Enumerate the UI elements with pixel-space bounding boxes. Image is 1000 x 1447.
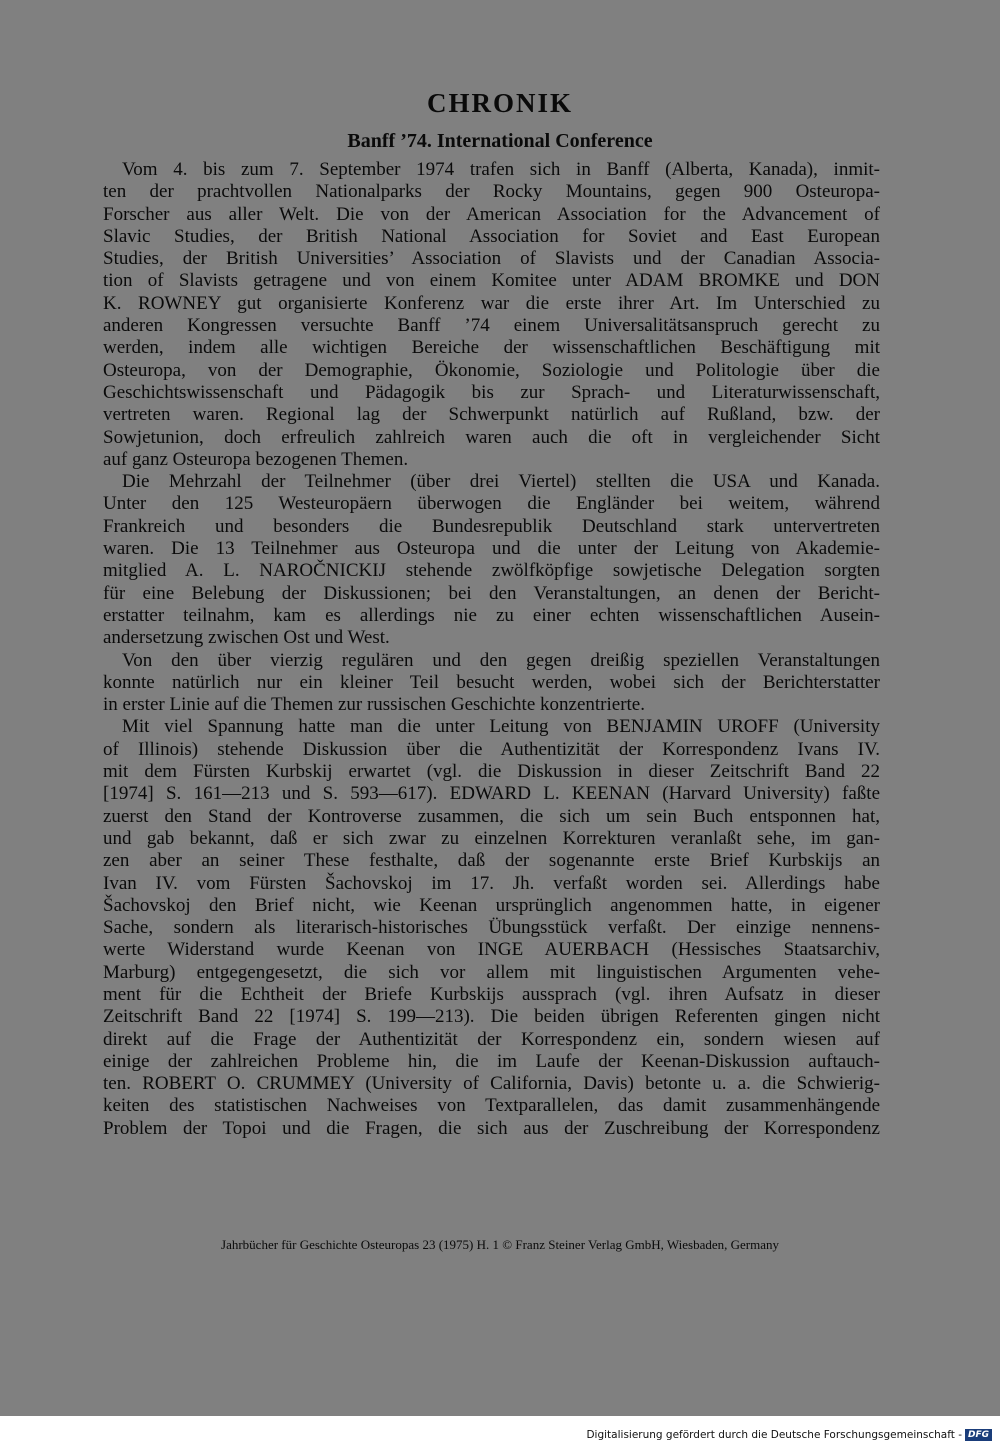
text-line: anderen Kongressen versuchte Banff ’74 einem Universalitätsanspruch gerecht zu [103, 315, 880, 337]
text-line: Marburg) entgegengesetzt, die sich vor allem mit linguistischen Argumenten vehe- [103, 961, 880, 983]
text-line: Slavic Studies, der British National Association for Soviet and East European [103, 225, 880, 247]
text-line: konnte natürlich nur ein kleiner Teil besucht werden, wobei sich der Berichterstatter [103, 671, 880, 693]
text-line: waren. Die 13 Teilnehmer aus Osteuropa und die unter der Leitung von Akademie- [103, 538, 880, 560]
text-line: Ivan IV. vom Fürsten Šachovskoj im 17. Jh. verfaßt worden sei. Allerdings habe [103, 872, 880, 894]
text-line: Frankreich und besonders die Bundesrepublik Deutschland stark untervertreten [103, 515, 880, 537]
text-line: Forscher aus aller Welt. Die von der American Association for the Advancement of [103, 203, 880, 225]
text-line: Von den über vierzig regulären und den gegen dreißig speziellen Veranstaltungen [122, 649, 880, 671]
article-subtitle: Banff ’74. International Conference [347, 130, 653, 152]
text-line: Mit viel Spannung hatte man die unter Leitung von BENJAMIN UROFF (University [122, 716, 880, 738]
text-line: Die Mehrzahl der Teilnehmer (über drei Viertel) stellten die USA und Kanada. [122, 471, 880, 493]
text-line: für eine Belebung der Diskussionen; bei den Veranstaltungen, an denen der Bericht- [103, 582, 880, 604]
text-line: mitglied A. L. NAROČNICKIJ stehende zwölfköpfige sowjetische Delegation sorgten [103, 560, 880, 582]
text-line: Geschichtswissenschaft und Pädagogik bis zur Sprach- und Literaturwissenschaft, [103, 381, 880, 403]
text-line: Unter den 125 Westeuropäern überwogen die Engländer bei weitem, während [103, 493, 880, 515]
text-line: Studies, der British Universities’ Association of Slavists und der Canadian Associa- [103, 248, 880, 270]
page-title: CHRONIK [426, 88, 573, 118]
text-line: [1974] S. 161—213 und S. 593—617). EDWARD L. KEENAN (Harvard University) faßte [103, 783, 880, 805]
funding-credit-text: Digitalisierung gefördert durch die Deutsche Forschungsgemeinschaft - [586, 1428, 962, 1441]
text-line: tion of Slavists getragene und von einem Komitee unter ADAM BROMKE und DON [103, 270, 880, 292]
text-line: ten der prachtvollen Nationalparks der Rocky Mountains, gegen 900 Osteuropa- [103, 181, 880, 203]
text-line: mit dem Fürsten Kurbskij erwartet (vgl. die Diskussion in dieser Zeitschrift Band 22 [103, 761, 880, 783]
text-line: und gab bekannt, daß er sich zwar zu einzelnen Korrekturen veranlaßt sehe, im gan- [103, 827, 880, 849]
text-line: vertreten waren. Regional lag der Schwerpunkt natürlich auf Rußland, bzw. der [103, 404, 880, 426]
text-line: Osteuropa, von der Demographie, Ökonomie, Soziologie und Politologie über die [103, 359, 880, 381]
text-line: Šachovskoj den Brief nicht, wie Keenan ursprünglich angenommen hatte, in eigener [103, 894, 880, 916]
text-line: auf ganz Osteuropa bezogenen Themen. [103, 448, 409, 470]
text-line: ten. ROBERT O. CRUMMEY (University of California, Davis) betonte u. a. die Schwierig- [103, 1073, 880, 1095]
text-line: in erster Linie auf die Themen zur russischen Geschichte konzentrierte. [103, 694, 645, 716]
funding-credit [586, 1428, 992, 1441]
text-line: einige der zahlreichen Probleme hin, die im Laufe der Keenan-Diskussion auftauch- [103, 1050, 880, 1072]
text-line: andersetzung zwischen Ost und West. [103, 627, 390, 649]
text-line: ment für die Echtheit der Briefe Kurbskijs aussprach (vgl. ihren Aufsatz in dieser [103, 983, 880, 1005]
text-line: Problem der Topoi und die Fragen, die sich aus der Zuschreibung der Korrespondenz [103, 1117, 880, 1139]
text-line: Sowjetunion, doch erfreulich zahlreich waren auch die oft in vergleichender Sicht [103, 426, 880, 448]
text-line: Vom 4. bis zum 7. September 1974 trafen sich in Banff (Alberta, Kanada), inmit- [122, 159, 880, 180]
text-line: zen aber an seiner These festhalte, daß der sogenannte erste Brief Kurbskijs an [103, 850, 880, 872]
text-line: werte Widerstand wurde Keenan von INGE AUERBACH (Hessisches Staatsarchiv, [103, 939, 880, 961]
text-line: of Illinois) stehende Diskussion über die Authentizität der Korrespondenz Ivans IV. [103, 738, 880, 760]
text-line: K. ROWNEY gut organisierte Konferenz war die erste ihrer Art. Im Unterschied zu [103, 292, 880, 314]
text-line: direkt auf die Frage der Authentizität der Korrespondenz ein, sondern wiesen auf [103, 1028, 880, 1050]
text-line: Sache, sondern als literarisch-historisches Übungsstück verfaßt. Der einzige nennens- [103, 917, 880, 939]
dfg-logo-icon: DFG [965, 1429, 992, 1441]
text-line: zuerst den Stand der Kontroverse zusammen, die sich um sein Buch entsponnen hat, [103, 805, 880, 827]
text-line: keiten des statistischen Nachweises von Textparallelen, das damit zusammenhängende [103, 1095, 880, 1117]
text-line: werden, indem alle wichtigen Bereiche der wissenschaftlichen Beschäftigung mit [103, 337, 880, 359]
text-line: erstatter teilnahm, kam es allerdings nie zu einer echten wissenschaftlichen Ausein- [103, 604, 880, 626]
text-line: Zeitschrift Band 22 [1974] S. 199—213). Die beiden übrigen Referenten gingen nicht [103, 1006, 880, 1028]
article-body [103, 159, 880, 1140]
journal-footer: Jahrbücher für Geschichte Osteuropas 23 (1975) H. 1 © Franz Steiner Verlag GmbH, Wiesbaden, Germany [221, 1237, 779, 1252]
